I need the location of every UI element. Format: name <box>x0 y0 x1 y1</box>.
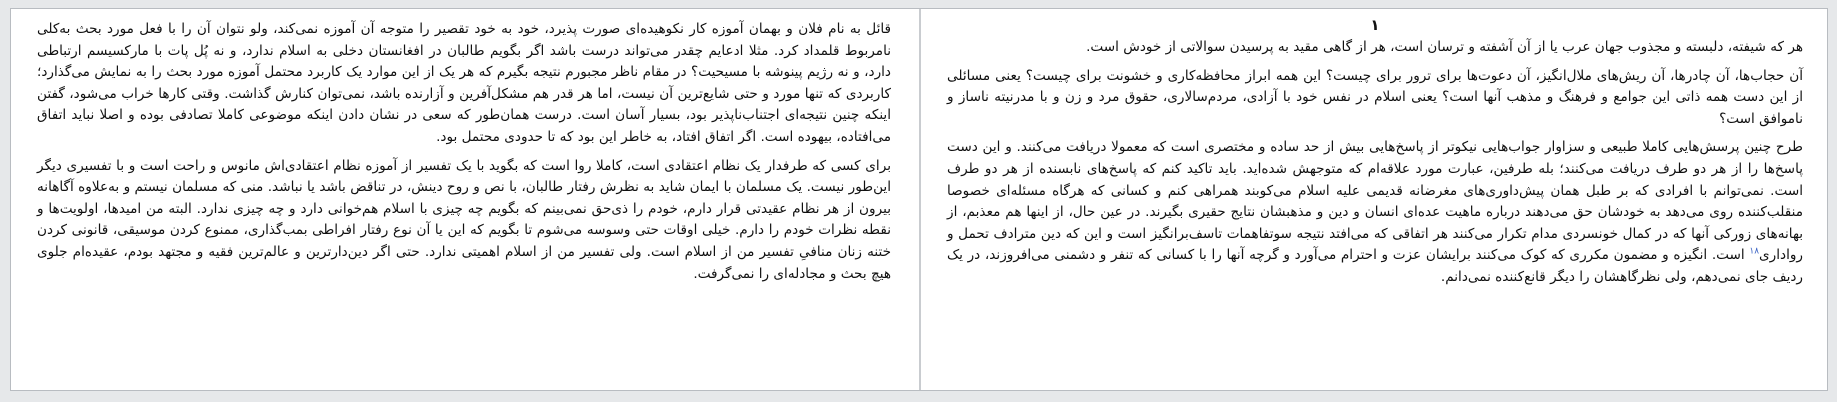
page-right <box>921 9 1827 390</box>
footnote-link[interactable]: ۱۸ <box>1749 246 1760 257</box>
paragraph-text: طرح چنین پرسش‌هایی کاملا طبیعی و سزاوار جواب‌هایی نیکوتر از پاسخ‌هایی بیش از حد ساده و مختصری است که معمولا دریافت می‌کنند. و این دست پاسخ‌ها را از هر دو طرف دریافت می‌کنند؛ بله طرفین، عبارت مورد علاقه‌ام که متوجهش شده‌اید. باید تاکید کنم که پاسخ‌های نابسنده از هر دو طرف است. نمی‌توانم با افرادی که بر طبل همان پیش‌داوری‌های مغرضانه قدیمی علیه اسلام می‌کوبند همراهی کنم و کسانی که هرگاه مسئله‌ای خصوصا منقلب‌کننده روی می‌دهد به خودشان حق می‌دهند درباره ماهیت عده‌ای انسان و دین و مذهبشان نتایج حقیری بگیرند. در عین حال، از اینها هم معذبم، از بهانه‌های زورکی آنها که در کمال خونسردی مدام تکرار می‌کنند هر اتفاقی که می‌افتد نتیجه سوتفاهمات تاسف‌برانگیز است و این که دین مترادف تحمل و رواداری <box>947 139 1803 264</box>
page-left <box>11 9 919 390</box>
paragraph-text: است. انگیزه و مضمون مکرری که کوک می‌کنند برایشان عزت و احترام می‌آورد و گرچه آنها را با کسانی که تنفر و دشمنی می‌افروزند، در یک ردیف جای نمی‌دهم، ولی نظرگاهشان را دیگر قانع‌کننده نمی‌دانم. <box>947 247 1803 285</box>
paragraph: هر که شیفته، دلبسته و مجذوب جهان عرب یا از آن آشفته و ترسان است، هر از گاهی مقید به پرسیدن سوالاتی از خودش است. <box>1086 39 1803 55</box>
paragraph: قائل به نام فلان و بهمان آموزه کار نکوهیده‌ای صورت پذیرد، خود به خود تقصیر را متوجه آن آموزه نمی‌کند، ولو نتوان آن را با فعل مورد بحث به‌کلی نامربوط قلمداد کرد. مثلا ادعایم چقدر می‌تواند درست باشد اگر بگویم طالبان در افغانستان دخلی به اسلام ندارد، و نه پُل پات با مارکسیسم ارتباطی دارد، و نه رژیم پینوشه با مسیحیت؟ در مقام ناظر مجبورم نتیجه بگیرم که هر یک از این موارد یک کاربرد محتمل آموزه مورد بحث را به نمایش می‌گذارد؛ کاربردی که تنها مورد و حتی شایع‌ترین آن نیست، اما هر قدر هم مشکل‌آفرین و آزارنده باشد، نمی‌توان کنارش گذاشت. وقتی کارها خراب می‌شود، گفتن اینکه چنین نتیجه‌ای اجتناب‌ناپذیر بود، بسیار آسان است. درست همان‌طور که سعی در نشان دادن اینکه موضوعی کاملا تصادفی بوده و اصلا نباید اتفاق می‌افتاده، بیهوده است. اگر اتفاق افتاد، به خاطر این بود که تا حدودی محتمل بود. <box>37 21 891 145</box>
paragraph-with-footnote <box>947 137 1803 288</box>
paragraph: آن حجاب‌ها، آن چادرها، آن ریش‌های ملال‌انگیز، آن دعوت‌ها برای ترور برای چیست؟ این همه ابراز محافظه‌کاری و خشونت برای چیست؟ یعنی مسائلی از این دست همه ذاتی این جوامع و فرهنگ و مذهب آنها است؟ یعنی اسلام در نفس خود با آزادی، مردم‌سالاری، حقوق مرد و زن و با مدرنیته ناساز و ناموافق است؟ <box>947 67 1803 127</box>
book-spread <box>10 8 1828 391</box>
page-number: ۱ <box>1370 16 1380 34</box>
paragraph: برای کسی که طرفدار یک نظام اعتقادی است، کاملا روا است که بگوید با یک تفسیر از آموزه نظام اعتقادی‌اش مانوس و راحت است و با تفسیری دیگر این‌طور نیست. یک مسلمان با ایمان شاید به نظرش رفتار طالبان، با نص و روح دینش، در تناقض باشد یا نباشد. منی که مسلمان نیستم و به‌علاوه آگاهانه بیرون از هر نظام عقیدتی قرار دارم، خودم را ذی‌حق نمی‌بینم که بگویم چه چیزی با اسلام هم‌خوانی دارد و چه چیزی ندارد. البته من امیدها، اولویت‌ها و نقطه نظرات خودم را دارم. خیلی اوقات حتی وسوسه می‌شوم تا بگویم که این یا آن نوع رفتار افراطی بمب‌گذاری، ممنوع کردن موسیقی، قانونی کردن ختنه زنان منافیِ تفسیر من از اسلام است. ولی تفسیر من از اسلام اهمیتی ندارد. حتی اگر دین‌دارترین و عالم‌ترین فقیه و مجتهد بودم، عقیده‌ام جلوی هیچ بحث و مجادله‌ای را نمی‌گرفت. <box>37 157 891 282</box>
